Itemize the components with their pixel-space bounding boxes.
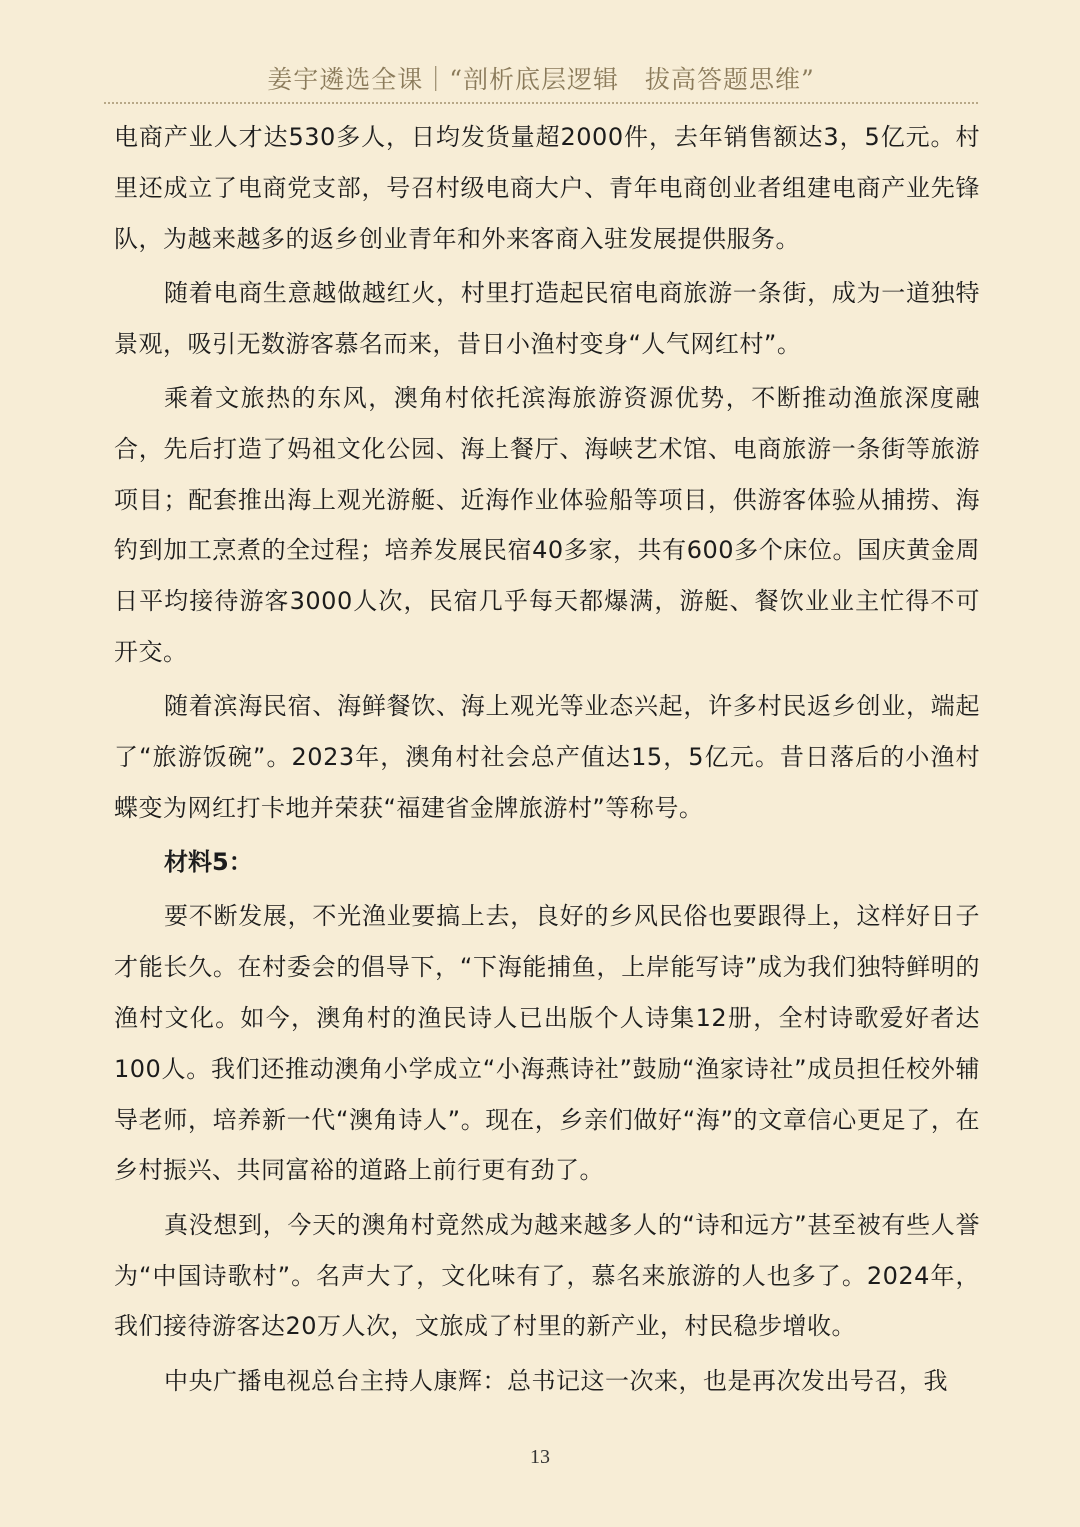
paragraph: 真没想到，今天的澳角村竟然成为越来越多人的“诗和远方”甚至被有些人誉为“中国诗歌村”。名声大了，文化味有了，慕名来旅游的人也多了。2024年，我们接待游客达20万人次，文旅成了村里的新产业，村民稳步增收。: [114, 1210, 980, 1341]
paragraph: 中央广播电视总台主持人康辉：总书记这一次来，也是再次发出号召，我: [164, 1366, 948, 1395]
paragraph: 电商产业人才达530多人，日均发货量超2000件，去年销售额达3，5亿元。村里还成立了电商党支部，号召村级电商大户、青年电商创业者组建电商产业先锋队，为越来越多的返乡创业青年和外来客商入驻发展提供服务。: [114, 123, 980, 253]
page-number: 13: [530, 1446, 550, 1468]
header-divider: [104, 102, 978, 104]
paragraph: 乘着文旅热的东风，澳角村依托滨海旅游资源优势，不断推动渔旅深度融合，先后打造了妈祖文化公园、海上餐厅、海峡艺术馆、电商旅游一条街等旅游项目；配套推出海上观光游艇、近海作业体验船等项目，供游客体验从捕捞、海钓到加工烹煮的全过程；培养发展民宿40多家，共有600多个床位。国庆黄金周日平均接待游客3000人次，民宿几乎每天都爆满，游艇、餐饮业业主忙得不可开交。: [114, 383, 980, 666]
paragraph: 要不断发展，不光渔业要搞上去，良好的乡风民俗也要跟得上，这样好日子才能长久。在村委会的倡导下，“下海能捕鱼，上岸能写诗”成为我们独特鲜明的渔村文化。如今，澳角村的渔民诗人已出版个人诗集12册，全村诗歌爱好者达100人。我们还推动澳角小学成立“小海燕诗社”鼓励“渔家诗社”成员担任校外辅导老师，培养新一代“澳角诗人”。现在，乡亲们做好“海”的文章信心更足了，在乡村振兴、共同富裕的道路上前行更有劲了。: [114, 902, 980, 1185]
material-label: 材料5：: [164, 848, 253, 877]
paragraph: 随着电商生意越做越红火，村里打造起民宿电商旅游一条街，成为一道独特景观，吸引无数游客慕名而来，昔日小渔村变身“人气网红村”。: [114, 278, 980, 358]
paragraph: 随着滨海民宿、海鲜餐饮、海上观光等业态兴起，许多村民返乡创业，端起了“旅游饭碗”。2023年，澳角村社会总产值达15，5亿元。昔日落后的小渔村蝶变为网红打卡地并荣获“福建省金牌旅游村”等称号。: [114, 692, 980, 822]
document-body: [114, 112, 980, 1410]
page-header: 姜宇遴选全课｜“剖析底层逻辑 拔高答题思维”: [267, 65, 815, 94]
